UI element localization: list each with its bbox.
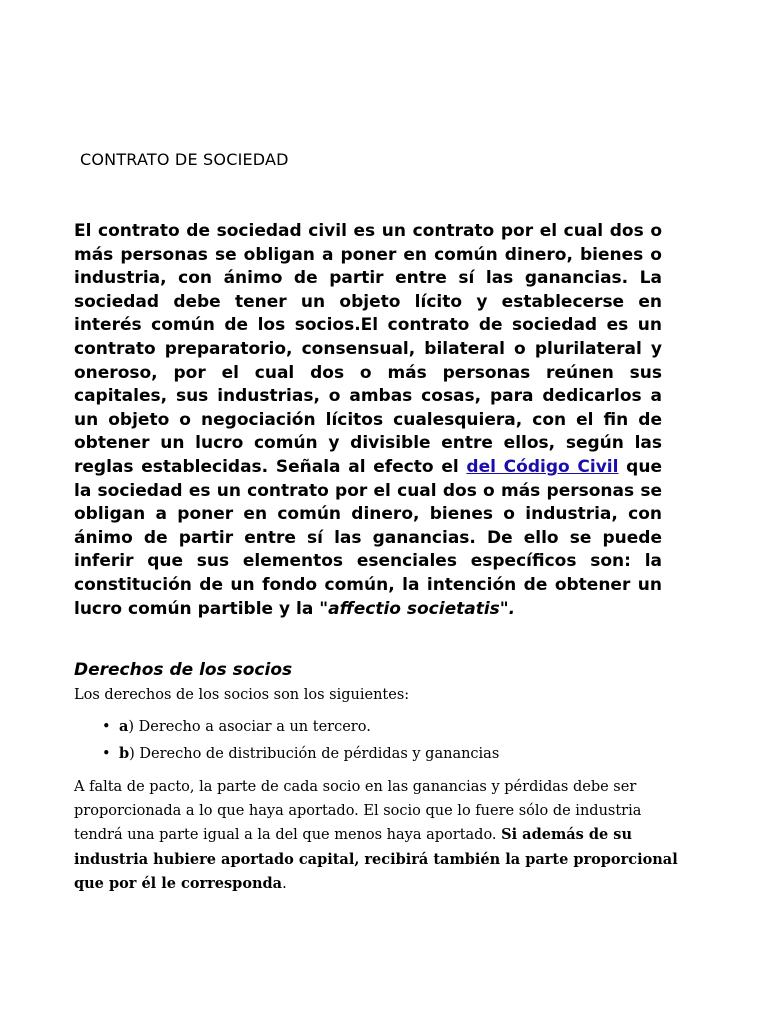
rights-list: [74, 716, 674, 770]
bullet-icon: •: [102, 746, 111, 762]
closing-paragraph: [74, 776, 694, 897]
closing-paragraph-text: A falta de pacto, la parte de cada socio en las ganancias y pérdidas debe ser proporcionada a lo que haya aportado. El socio que lo fuere sólo de industria tendrá una parte igual a la del que menos haya aportado.: [74, 779, 642, 843]
main-paragraph-text-start: El contrato de sociedad civil es un contrato por el cual dos o más personas se obligan a poner en común dinero, bienes o industria, con ánimo de partir entre sí las ganancias. La sociedad debe tener un objeto lícito y establecerse en interés común de los socios.El contrato de sociedad es un contrato preparatorio, consensual, bilateral o plurilateral y oneroso, por el cual dos o más personas reúnen sus capitales, sus industrias, o ambas cosas, para dedicarlos a un objeto o negociación lícitos cualesquiera, con el fin de obtener un lucro común y divisible entre ellos, según las reglas establecidas. Señala al efecto el: [74, 221, 662, 477]
closing-paragraph-bold-text: Si además de su industria hubiere aportado capital, recibirá también la parte proporcional que por él le corresponda: [74, 826, 678, 892]
document-title: CONTRATO DE SOCIEDAD: [80, 150, 289, 169]
list-item: [74, 743, 674, 770]
affectio-societatis-term: "affectio societatis".: [319, 598, 516, 619]
list-item-text: ) Derecho de distribución de pérdidas y ganancias: [129, 746, 500, 762]
list-item-letter: a: [119, 718, 129, 735]
list-item-text: ) Derecho a asociar a un tercero.: [128, 719, 371, 735]
rights-section-heading: Derechos de los socios: [74, 660, 293, 680]
main-paragraph: [74, 220, 662, 621]
rights-intro-text: Los derechos de los socios son los siguientes:: [74, 687, 410, 703]
closing-paragraph-end: .: [282, 876, 287, 892]
main-paragraph-text-end: que la sociedad es un contrato por el cual dos o más personas se obligan a poner en común dinero, bienes o industria, con ánimo de partir entre sí las ganancias. De ello se puede inferir que sus elementos esenciales específicos son: la constitución de un fondo común, la intención de obtener un lucro común partible y la: [74, 456, 662, 619]
list-item: [74, 716, 674, 743]
list-item-letter: b: [119, 745, 130, 762]
codigo-civil-link[interactable]: del Código Civil: [466, 456, 619, 477]
bullet-icon: •: [102, 719, 111, 735]
